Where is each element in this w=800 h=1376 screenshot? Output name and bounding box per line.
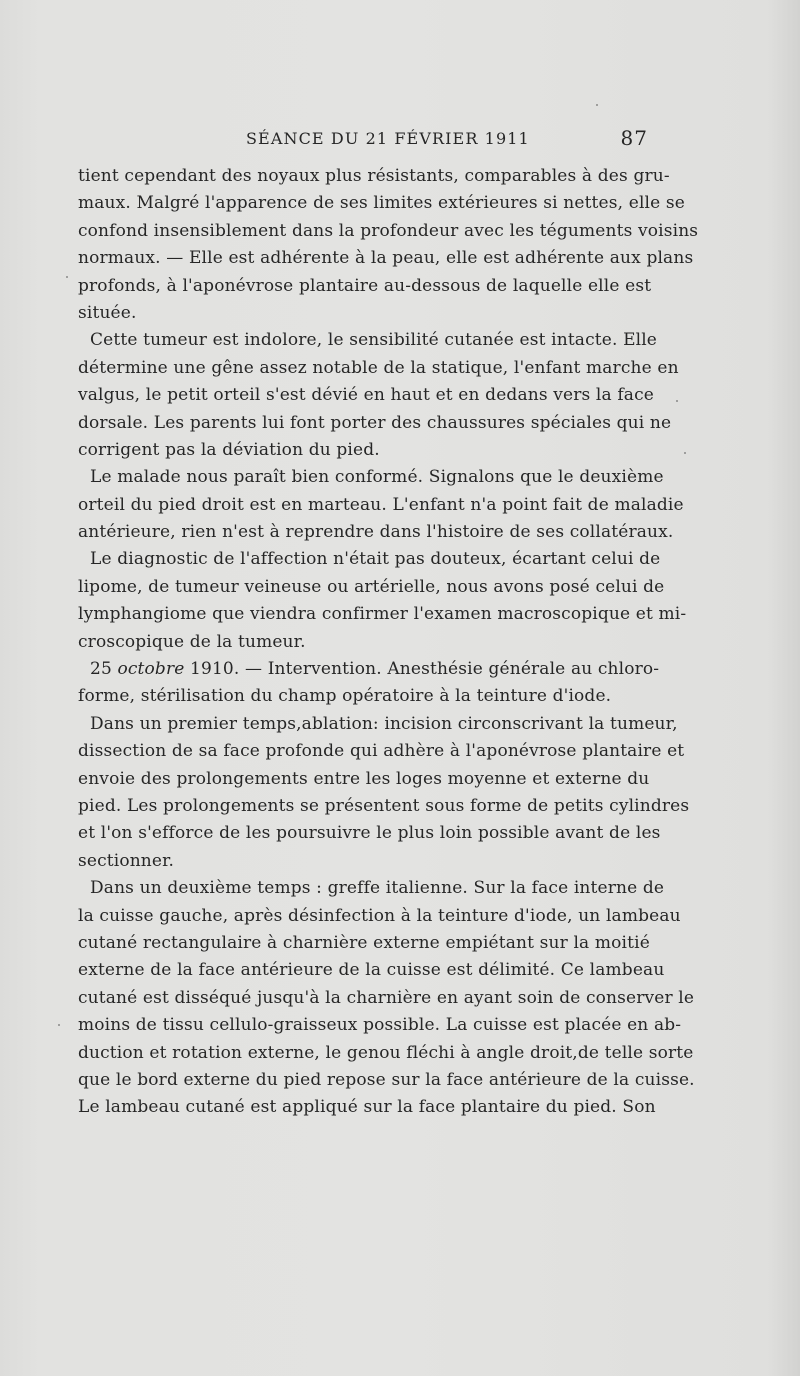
date-month: octobre — [117, 659, 185, 680]
text-line: moins de tissu cellulo-graisseux possible. La cuisse est placée en ab- — [78, 1015, 682, 1036]
text-line: profonds, à l'aponévrose plantaire au-dessous de laquelle elle est — [78, 275, 652, 296]
text-line: orteil du pied droit est en marteau. L'enfant n'a point fait de maladie — [78, 494, 684, 515]
text-line: dissection de sa face profonde qui adhère à l'aponévrose plantaire et — [78, 741, 685, 762]
text-line: valgus, le petit orteil s'est dévié en haut et en dedans vers la face — [78, 385, 654, 406]
text-line: confond insensiblement dans la profondeur avec les téguments voisins — [78, 220, 699, 241]
text-line: située. — [78, 302, 137, 323]
text-line: sectionner. — [78, 850, 175, 871]
paragraph-symptoms — [78, 327, 679, 464]
intervention-heading: 1910. — Intervention. Anesthésie générale au chloro- — [190, 659, 660, 680]
text-line: duction et rotation externe, le genou fléchi à angle droit,de telle sorte — [78, 1042, 694, 1063]
paragraph-first-step — [78, 711, 690, 875]
text-line-dated — [78, 656, 660, 683]
text-line: dorsale. Les parents lui font porter des chaussures spéciales qui ne — [78, 412, 672, 433]
text-line: et l'on s'efforce de les poursuivre le plus loin possible avant de les — [78, 823, 661, 844]
scan-speck — [676, 400, 678, 402]
date-day: 25 — [90, 659, 112, 680]
page-number: 87 — [620, 126, 648, 150]
running-title: SÉANCE DU 21 FÉVRIER 1911 — [246, 129, 530, 148]
text-line: pied. Les prolongements se présentent sous forme de petits cylindres — [78, 795, 690, 816]
paragraph-second-step — [78, 875, 695, 1122]
text-line: maux. Malgré l'apparence de ses limites extérieures si nettes, elle se — [78, 193, 685, 214]
page-header — [78, 126, 648, 156]
text-line: la cuisse gauche, après désinfection à la teinture d'iode, un lambeau — [78, 905, 681, 926]
text-line: Dans un premier temps,ablation: incision circonscrivant la tumeur, — [90, 713, 678, 734]
text-line: cutané est disséqué jusqu'à la charnière en ayant soin de conserver le — [78, 987, 695, 1008]
paragraph-intervention — [78, 656, 660, 711]
paragraph-tumor-description — [78, 163, 699, 327]
paragraph-diagnosis — [78, 546, 687, 656]
text-line: lipome, de tumeur veineuse ou artérielle, nous avons posé celui de — [78, 576, 665, 597]
body-text — [78, 163, 699, 1122]
text-line: corrigent pas la déviation du pied. — [78, 439, 380, 460]
text-line: croscopique de la tumeur. — [78, 631, 306, 652]
text-line: cutané rectangulaire à charnière externe empiétant sur la moitié — [78, 932, 650, 953]
text-line: tient cependant des noyaux plus résistants, comparables à des gru- — [78, 166, 670, 186]
text-line: détermine une gêne assez notable de la statique, l'enfant marche en — [78, 357, 679, 378]
text-line: forme, stérilisation du champ opératoire à la teinture d'iode. — [78, 686, 612, 707]
paragraph-patient-history — [78, 464, 684, 546]
scan-speck — [596, 104, 598, 106]
scan-speck — [66, 276, 68, 278]
text-line: normaux. — Elle est adhérente à la peau, elle est adhérente aux plans — [78, 248, 694, 269]
text-line: Le malade nous paraît bien conformé. Signalons que le deuxième — [90, 467, 664, 488]
text-line: envoie des prolongements entre les loges moyenne et externe du — [78, 768, 650, 789]
text-line: Le diagnostic de l'affection n'était pas douteux, écartant celui de — [90, 549, 661, 570]
scan-speck — [684, 452, 686, 454]
text-line: lymphangiome que viendra confirmer l'examen macroscopique et mi- — [78, 604, 687, 625]
text-line: que le bord externe du pied repose sur la face antérieure de la cuisse. — [78, 1069, 695, 1090]
text-line: externe de la face antérieure de la cuisse est délimité. Ce lambeau — [78, 960, 665, 981]
text-line: Dans un deuxième temps : greffe italienne. Sur la face interne de — [90, 878, 665, 899]
scan-speck — [58, 1024, 60, 1026]
text-line: Cette tumeur est indolore, le sensibilité cutanée est intacte. Elle — [90, 330, 658, 351]
text-line: antérieure, rien n'est à reprendre dans l'histoire de ses collatéraux. — [78, 522, 674, 543]
text-line: Le lambeau cutané est appliqué sur la face plantaire du pied. Son — [78, 1097, 656, 1118]
